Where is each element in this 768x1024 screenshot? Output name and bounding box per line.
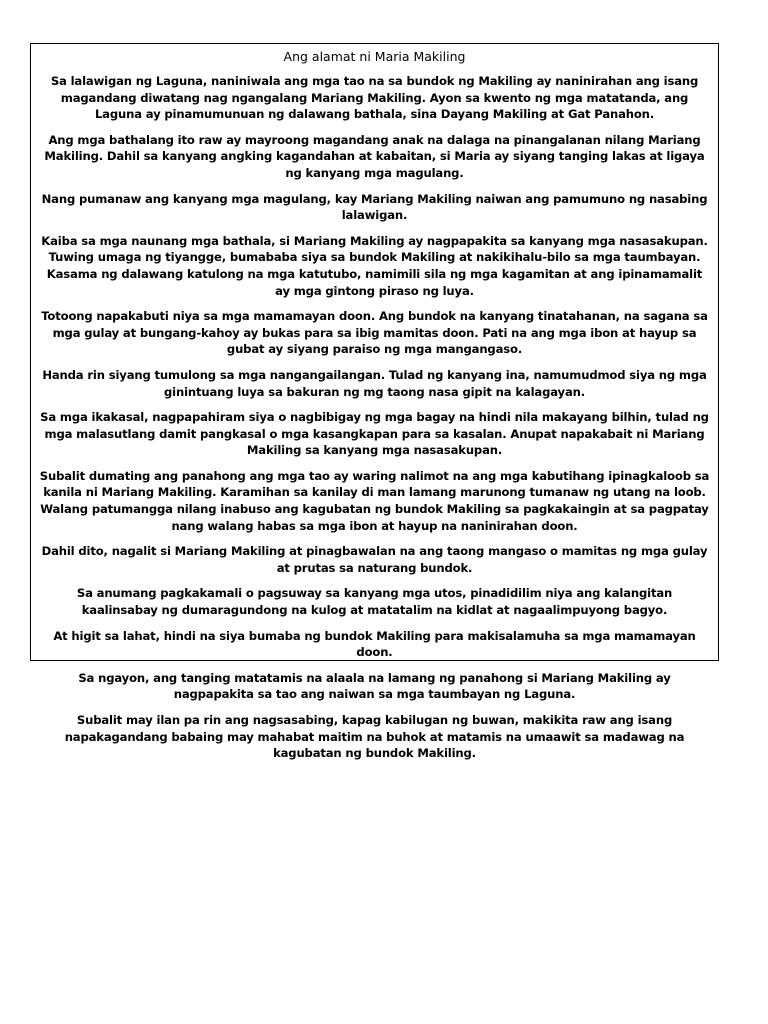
paragraph-6: Handa rin siyang tumulong sa mga nangangailangan. Tulad ng kanyang ina, namumudmod siya ng mga ginintuang luya sa bakuran ng mg taong nasa gipit na kalagayan. bbox=[42, 367, 707, 399]
document-box bbox=[30, 43, 719, 761]
paragraph-3: Nang pumanaw ang kanyang mga magulang, kay Mariang Makiling naiwan ang pamumuno ng nasabing lalawigan. bbox=[41, 191, 708, 223]
paragraph-10: Sa anumang pagkakamali o pagsuway sa kanyang mga utos, pinadidilim niya ang kalangitan kaalinsabay ng dumaragundong na kulog at matatalim na kidlat at nagaalimpuyong bagyo. bbox=[76, 586, 673, 618]
paragraph-8: Subalit dumating ang panahong ang mga tao ay waring nalimot na ang mga kabutihang ipinagkaloob sa kanila ni Mariang Makiling. Karamihan sa kanilay di man lamang marunong tumanaw ng utang na loob. Walang patumangga nilang inabuso ang kagubatan ng bundok Makiling sa pagkakaingin at sa pagpatay nang walang habas sa mga ibon at hayup na naninirahan doon. bbox=[39, 468, 710, 533]
paragraph-7: Sa mga ikakasal, nagpapahiram siya o nagbibigay ng mga bagay na hindi nila makayang bilhin, tulad ng mga malasutlang damit pangkasal o mga kasangkapan para sa kasalan. Anupat napakabait ni Mariang Makiling sa kanyang mga nasasakupan. bbox=[40, 410, 709, 458]
paragraph-4: Kaiba sa mga naunang mga bathala, si Mariang Makiling ay nagpapakita sa kanyang mga nasasakupan. Tuwing umaga ng tiyangge, bumababa siya sa bundok Makiling at nakikihalu-bilo sa mga taumbayan. Kasama ng dalawang katulong na mga katutubo, namimili sila ng mga kagamitan at ang ipinamamalit ay mga gintong piraso ng luya. bbox=[41, 233, 708, 298]
paragraph-13: Subalit may ilan pa rin ang nagsasabing, kapag kabilugan ng buwan, makikita raw ang isang napakagandang babaing may mahabat maitim na buhok at matamis na umaawit sa madawag na kagubatan ng bundok Makiling. bbox=[64, 713, 685, 761]
paragraph-1: Sa lalawigan ng Laguna, naniniwala ang mga tao na sa bundok ng Makiling ay naninirahan ang isang magandang diwatang nag ngangalang Mariang Makiling. Ayon sa kwento ng mga matatanda, ang Laguna ay pinamumunuan ng dalawang bathala, sina Dayang Makiling at Gat Panahon. bbox=[50, 74, 699, 122]
paragraph-9: Dahil dito, nagalit si Mariang Makiling at pinagbawalan na ang taong mangaso o mamitas ng mga gulay at prutas sa naturang bundok. bbox=[41, 544, 708, 575]
paragraph-12: Sa ngayon, ang tanging matatamis na alaala na lamang ng panahong si Mariang Makiling ay nagpapakita sa tao ang naiwan sa mga taumbayan ng Laguna. bbox=[78, 670, 671, 702]
paragraph-2: Ang mga bathalang ito raw ay mayroong magandang anak na dalaga na pinangalanan nilang Mariang Makiling. Dahil sa kanyang angking kagandahan at kabaitan, si Maria ay siyang tanging lakas at ligaya ng kanyang mga magulang. bbox=[44, 132, 705, 180]
document-title: Ang alamat ni Maria Makiling bbox=[283, 49, 466, 64]
paragraph-11: At higit sa lahat, hindi na siya bumaba ng bundok Makiling para makisalamuha sa mga mamamayan doon. bbox=[53, 628, 696, 660]
paragraph-5: Totoong napakabuti niya sa mga mamamayan doon. Ang bundok na kanyang tinatahanan, na sagana sa mga gulay at bungang-kahoy ay bukas para sa ibig mamitas doon. Pati na ang mga ibon at hayup sa gubat ay siyang paraiso ng mga mangangaso. bbox=[41, 309, 708, 357]
